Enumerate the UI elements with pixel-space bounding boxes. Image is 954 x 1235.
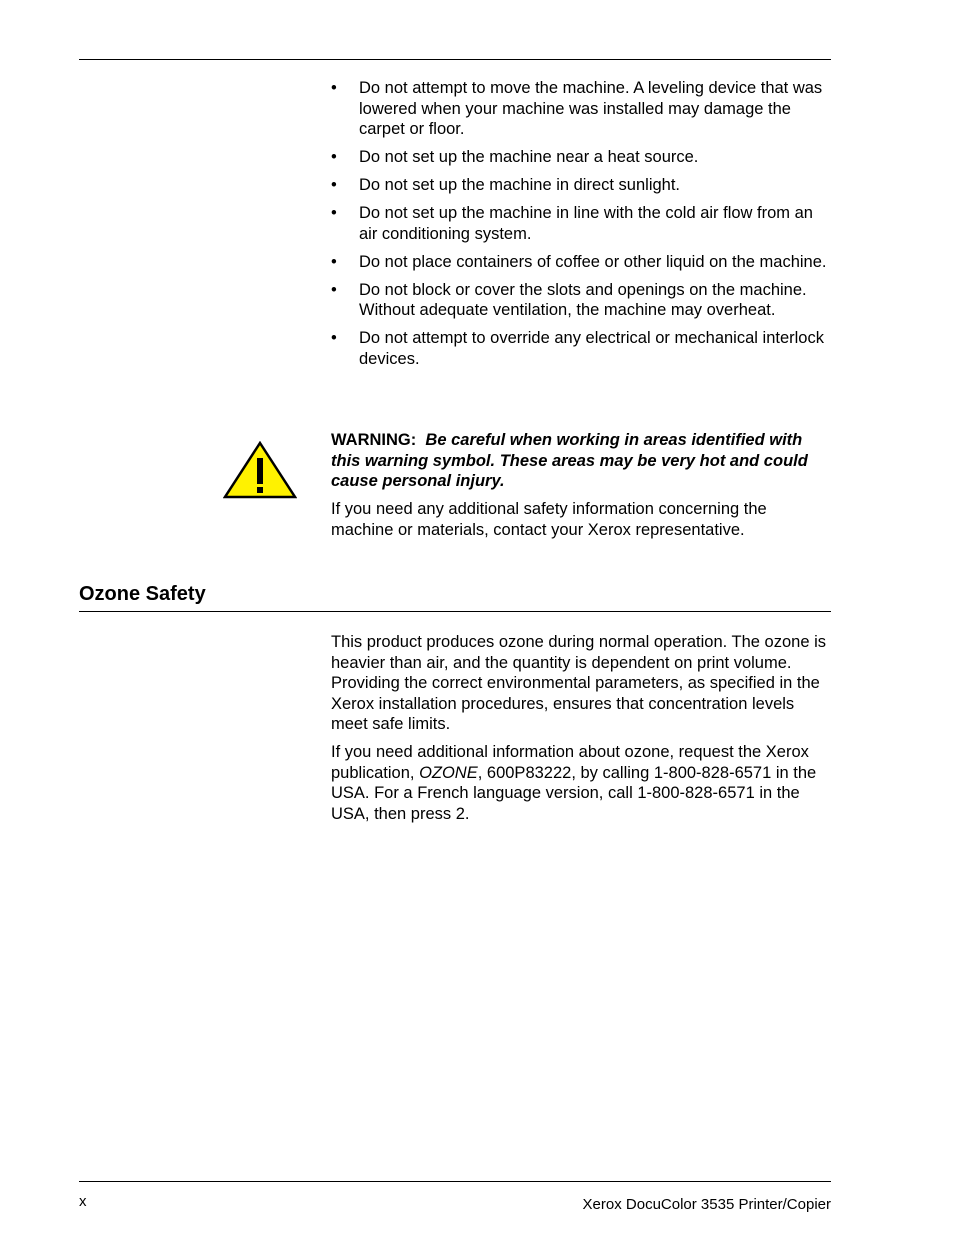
list-item (331, 203, 831, 244)
list-item-text: Do not place containers of coffee or other liquid on the machine. (359, 252, 827, 271)
publication-title: OZONE (419, 763, 478, 782)
list-item (331, 328, 831, 369)
warning-followup: If you need any additional safety information concerning the machine or materials, contact your Xerox representative. (331, 500, 767, 539)
warning-text: Be careful when working in areas identified with this warning symbol. These areas may be very hot and could cause personal injury. (331, 431, 808, 490)
ozone-paragraph (331, 742, 831, 824)
warning-message (331, 430, 831, 492)
footer-rule (79, 1181, 831, 1182)
list-item (331, 175, 831, 196)
ozone-paragraph: This product produces ozone during normal operation. The ozone is heavier than air, and the quantity is dependent on print volume. Providing the correct environmental parameters, as specified in the Xerox installation procedures, ensures that concentration levels meet safe limits. (331, 633, 826, 733)
list-item-text: Do not attempt to override any electrical or mechanical interlock devices. (359, 329, 824, 368)
ozone-text: If you need additional information about ozone, request the Xerox publication, (331, 743, 809, 782)
bullet-glyph: • (331, 79, 337, 97)
bullet-glyph: • (331, 148, 337, 166)
list-item (331, 78, 831, 140)
section-rule (79, 611, 831, 612)
list-item-text: Do not block or cover the slots and openings on the machine. Without adequate ventilation, the machine may overheat. (359, 280, 807, 319)
footer-title: Xerox DocuColor 3535 Printer/Copier (582, 1196, 831, 1213)
precautions-list (331, 78, 831, 377)
bullet-glyph: • (331, 204, 337, 222)
list-item (331, 280, 831, 321)
page-number: x (79, 1193, 87, 1210)
section-heading: Ozone Safety (79, 583, 206, 605)
list-item-text: Do not set up the machine near a heat source. (359, 148, 699, 166)
warning-triangle-icon (223, 441, 297, 499)
list-item-text: Do not set up the machine in direct sunlight. (359, 176, 681, 194)
bullet-glyph: • (331, 280, 337, 299)
ozone-text: , 600P83222, by calling 1-800-828-6571 in the USA. For a French language version, call 1-800-828-6571 in the USA, then press 2. (331, 763, 817, 823)
bullet-glyph: • (331, 329, 337, 347)
list-item-text: Do not set up the machine in line with the cold air flow from an air conditioning system. (359, 204, 813, 243)
bullet-glyph: • (331, 252, 337, 271)
top-rule (79, 59, 831, 60)
bullet-glyph: • (331, 176, 337, 194)
warning-block (331, 430, 831, 548)
ozone-body (331, 632, 831, 832)
warning-label: WARNING: (331, 431, 417, 449)
list-item-text: Do not attempt to move the machine. A leveling device that was lowered when your machine was installed may damage the carpet or floor. (359, 79, 823, 138)
list-item (331, 252, 831, 273)
list-item (331, 147, 831, 168)
